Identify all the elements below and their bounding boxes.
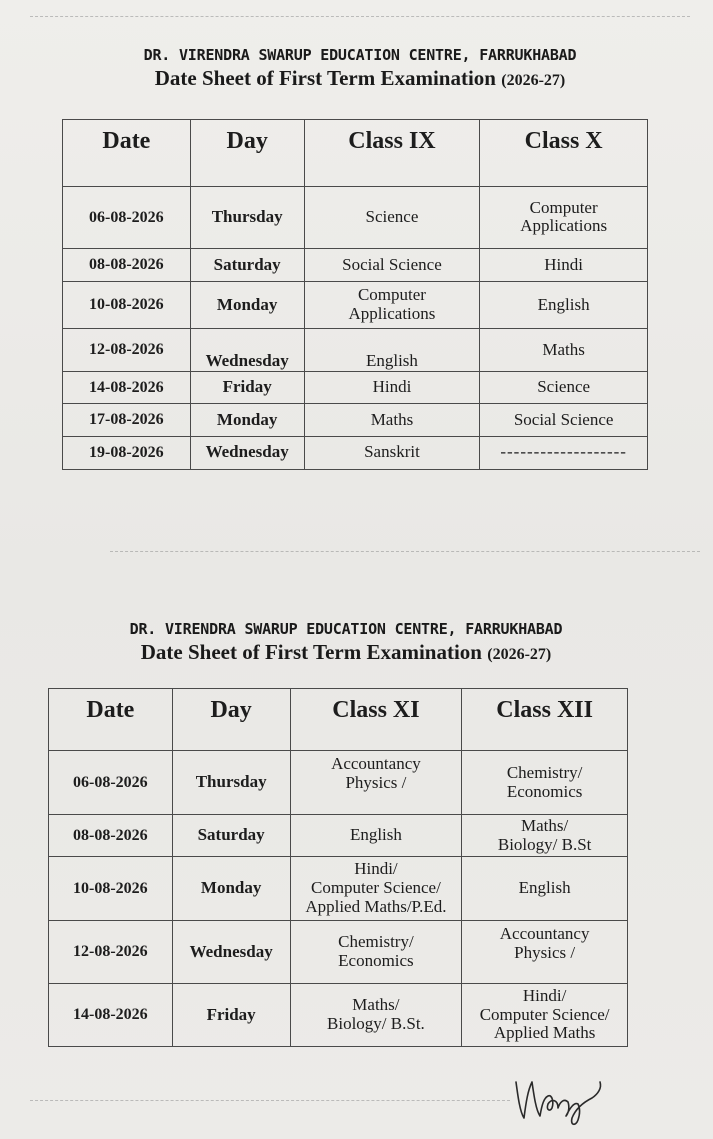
date-cell: 17-08-2026 xyxy=(63,404,191,436)
class-xi-subject: English xyxy=(290,815,462,857)
date-cell: 06-08-2026 xyxy=(49,751,173,815)
sheet2-col-class-xi: Class XI xyxy=(290,689,462,751)
table-row xyxy=(49,857,628,921)
date-cell: 12-08-2026 xyxy=(63,328,191,371)
table-row xyxy=(63,186,648,249)
table-row xyxy=(63,328,648,371)
class-xi-subject: Chemistry/ Economics xyxy=(290,921,462,984)
date-cell: 12-08-2026 xyxy=(49,921,173,984)
class-x-subject: Hindi xyxy=(480,249,648,282)
class-xii-subject: Hindi/ Computer Science/ Applied Maths xyxy=(462,984,628,1047)
class-x-subject: Maths xyxy=(480,328,648,371)
table-row xyxy=(63,282,648,328)
class-ix-subject: Social Science xyxy=(304,249,480,282)
sheet1-col-class-x: Class X xyxy=(480,120,648,187)
class-xii-subject: English xyxy=(462,857,628,921)
date-cell: 14-08-2026 xyxy=(63,372,191,404)
day-cell: Monday xyxy=(190,282,304,328)
class-ix-subject: Maths xyxy=(304,404,480,436)
sheet1-title-text: Date Sheet of First Term Examination xyxy=(154,66,496,90)
day-cell: Saturday xyxy=(172,815,290,857)
sheet1-title xyxy=(40,66,680,91)
table-row xyxy=(49,815,628,857)
day-cell: Friday xyxy=(172,984,290,1047)
class-x-subject-blank: ------------------- xyxy=(480,436,648,469)
table-row xyxy=(49,751,628,815)
day-cell: Wednesday xyxy=(190,436,304,469)
top-dashed-rule xyxy=(30,16,690,17)
class-x-subject: Computer Applications xyxy=(480,186,648,249)
class-xii-subject: Chemistry/ Economics xyxy=(462,751,628,815)
sheet2-table xyxy=(48,688,628,1047)
sheet2-title xyxy=(36,640,656,665)
class-x-subject: English xyxy=(480,282,648,328)
bottom-dashed-rule xyxy=(30,1100,510,1101)
sheet1-school-name: DR. VIRENDRA SWARUP EDUCATION CENTRE, FARRUKHABAD xyxy=(143,46,577,64)
date-cell: 10-08-2026 xyxy=(49,857,173,921)
table-row xyxy=(63,372,648,404)
sheet1-col-date: Date xyxy=(63,120,191,187)
class-ix-subject: Hindi xyxy=(304,372,480,404)
class-ix-subject: Science xyxy=(304,186,480,249)
sheet1-col-day: Day xyxy=(190,120,304,187)
sheet1-col-class-ix: Class IX xyxy=(304,120,480,187)
signature-mark xyxy=(508,1052,618,1127)
sheet1-header-row xyxy=(63,120,648,187)
day-cell: Monday xyxy=(172,857,290,921)
class-xi-subject: Hindi/ Computer Science/ Applied Maths/P.Ed. xyxy=(290,857,462,921)
sheet2-session-year: (2026-27) xyxy=(487,646,552,663)
sheet2-col-class-xii: Class XII xyxy=(462,689,628,751)
class-x-subject: Social Science xyxy=(480,404,648,436)
class-x-subject: Science xyxy=(480,372,648,404)
table-row xyxy=(63,404,648,436)
sheet2-title-text: Date Sheet of First Term Examination xyxy=(140,640,482,664)
table-row xyxy=(49,921,628,984)
class-ix-subject: Computer Applications xyxy=(304,282,480,328)
sheet1-table xyxy=(62,119,648,470)
day-cell: Wednesday xyxy=(172,921,290,984)
class-xii-subject: Maths/ Biology/ B.St xyxy=(462,815,628,857)
class-xii-subject: Accountancy Physics / xyxy=(462,921,628,984)
sheet1-session-year: (2026-27) xyxy=(501,72,566,89)
class-ix-subject: Sanskrit xyxy=(304,436,480,469)
table-row xyxy=(63,249,648,282)
sheet1-header xyxy=(40,46,680,91)
day-cell: Monday xyxy=(190,404,304,436)
class-xi-subject: Accountancy Physics / xyxy=(290,751,462,815)
day-cell: Thursday xyxy=(172,751,290,815)
sheet2-col-day: Day xyxy=(172,689,290,751)
class-ix-subject: English xyxy=(304,328,480,371)
sheet2-header xyxy=(36,620,656,665)
date-cell: 19-08-2026 xyxy=(63,436,191,469)
middle-dashed-rule xyxy=(110,551,700,552)
date-cell: 10-08-2026 xyxy=(63,282,191,328)
sheet2-header-row xyxy=(49,689,628,751)
sheet2-school-name: DR. VIRENDRA SWARUP EDUCATION CENTRE, FARRUKHABAD xyxy=(129,620,563,638)
date-cell: 06-08-2026 xyxy=(63,186,191,249)
class-xi-subject: Maths/ Biology/ B.St. xyxy=(290,984,462,1047)
day-cell: Saturday xyxy=(190,249,304,282)
day-cell: Thursday xyxy=(190,186,304,249)
date-cell: 08-08-2026 xyxy=(63,249,191,282)
table-row xyxy=(63,436,648,469)
day-cell: Friday xyxy=(190,372,304,404)
day-cell: Wednesday xyxy=(190,328,304,371)
table-row xyxy=(49,984,628,1047)
date-cell: 08-08-2026 xyxy=(49,815,173,857)
date-cell: 14-08-2026 xyxy=(49,984,173,1047)
sheet2-col-date: Date xyxy=(49,689,173,751)
